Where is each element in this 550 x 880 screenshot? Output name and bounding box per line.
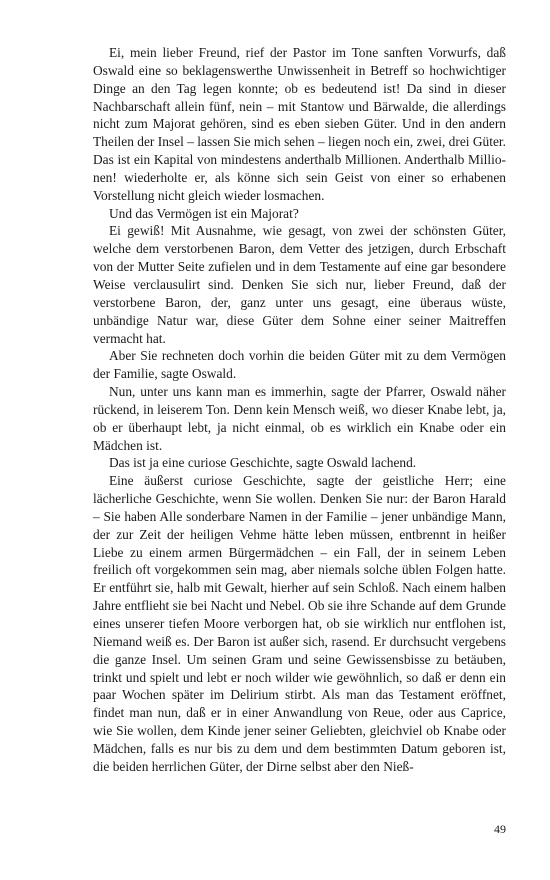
paragraph-6: Das ist ja eine curiose Geschichte, sagte Oswald lachend. xyxy=(109,455,417,471)
paragraph-5: Nun, unter uns kann man es immerhin, sagte der Pfarrer, Oswald näher rückend, in leiserem Ton. Denn kein Mensch weiß, wo dieser Knabe lebt, ja, ob er überhaupt lebt, ja nicht einmal, ob es wirklich ein Knabe oder ein Mädchen ist. xyxy=(93,384,506,453)
paragraph-1: Ei, mein lieber Freund, rief der Pastor im Tone sanften Vorwurfs, daß Oswald eine so beklagenswerthe Unwissenheit in Betreff so hochwichtiger Dinge an den Tag legen konnte; ob es bedeutend ist! Da sind in dieser Nachbarschaft allein fünf, nein – mit Stantow und Bärwalde, die allerdings nicht zum Majorat gehören, sind es eben sieben Güter. Und in den andern Theilen der Insel – lassen Sie mich sehen – liegen noch ein, zwei, drei Güter. Das ist ein Kapital von mindestens anderthalb Millionen. Anderthalb Millionen! wiederholte er, als könne sich sein Geist von einer so erhabenen Vorstellung nicht gleich wieder losmachen. xyxy=(93,45,506,203)
paragraph-2: Und das Vermögen ist ein Majorat? xyxy=(109,205,299,221)
paragraph-3: Ei gewiß! Mit Ausnahme, wie gesagt, von zwei der schönsten Güter, welche dem verstorbenen Baron, dem Vetter des jetzigen, durch Erbschaft von der Mutter Seite zufielen und in dem Testamente auf eine gar besondere Weise verclausulirt sind. Denken Sie sich nur, lieber Freund, daß der verstorbene Baron, der, ganz unter uns gesagt, eine überaus wüste, unbändige Natur war, diese Güter dem Sohne einer seiner Maitreffen vermacht hat. xyxy=(93,223,506,346)
paragraph-4: Aber Sie rechneten doch vorhin die beiden Güter mit zu dem Vermögen der Familie, sagte Oswald. xyxy=(93,348,506,382)
paragraph-7: Eine äußerst curiose Geschichte, sagte der geistliche Herr; eine lächerliche Geschichte, wenn Sie wollen. Denken Sie nur: der Baron Harald – Sie haben Alle sonderbare Namen in der Familie – jener unbändige Mann, der zur Zeit der heiligen Vehme hätte leben müssen, entbrennt in heißer Liebe zu einem armen Bürgermädchen – ein Fall, der in seinem Leben freilich oft vorgekommen sein mag, aber niemals solche üblen Folgen hatte. Er entführt sie, halb mit Gewalt, hierher auf sein Schloß. Nach einem halben Jahre entflieht sie bei Nacht und Nebel. Ob sie ihre Schande auf dem Grunde eines unserer tiefen Moore verborgen hat, ob sie wirklich nur entflohen ist, Niemand weiß es. Der Baron ist außer sich, rasend. Er durchsucht vergebens die ganze Insel. Um seinen Gram und seine Gewissensbisse zu betäuben, trinkt und spielt und lebt er noch wilder wie gewöhnlich, so daß er denn ein paar Wochen später im Delirium stirbt. Als man das Testament eröffnet, findet man nun, daß er in einer Anwandlung von Reue, oder aus Caprice, wie Sie wollen, dem Kinde jener seiner Geliebten, gleichviel ob Knabe oder Mädchen, falls es nur bis zu dem und dem bestimmten Datum geboren ist, die beiden herrlichen Güter, der Dirne selbst aber den Nieß- xyxy=(93,473,506,774)
page-number: 49 xyxy=(494,822,506,836)
page-text-block xyxy=(93,44,506,776)
